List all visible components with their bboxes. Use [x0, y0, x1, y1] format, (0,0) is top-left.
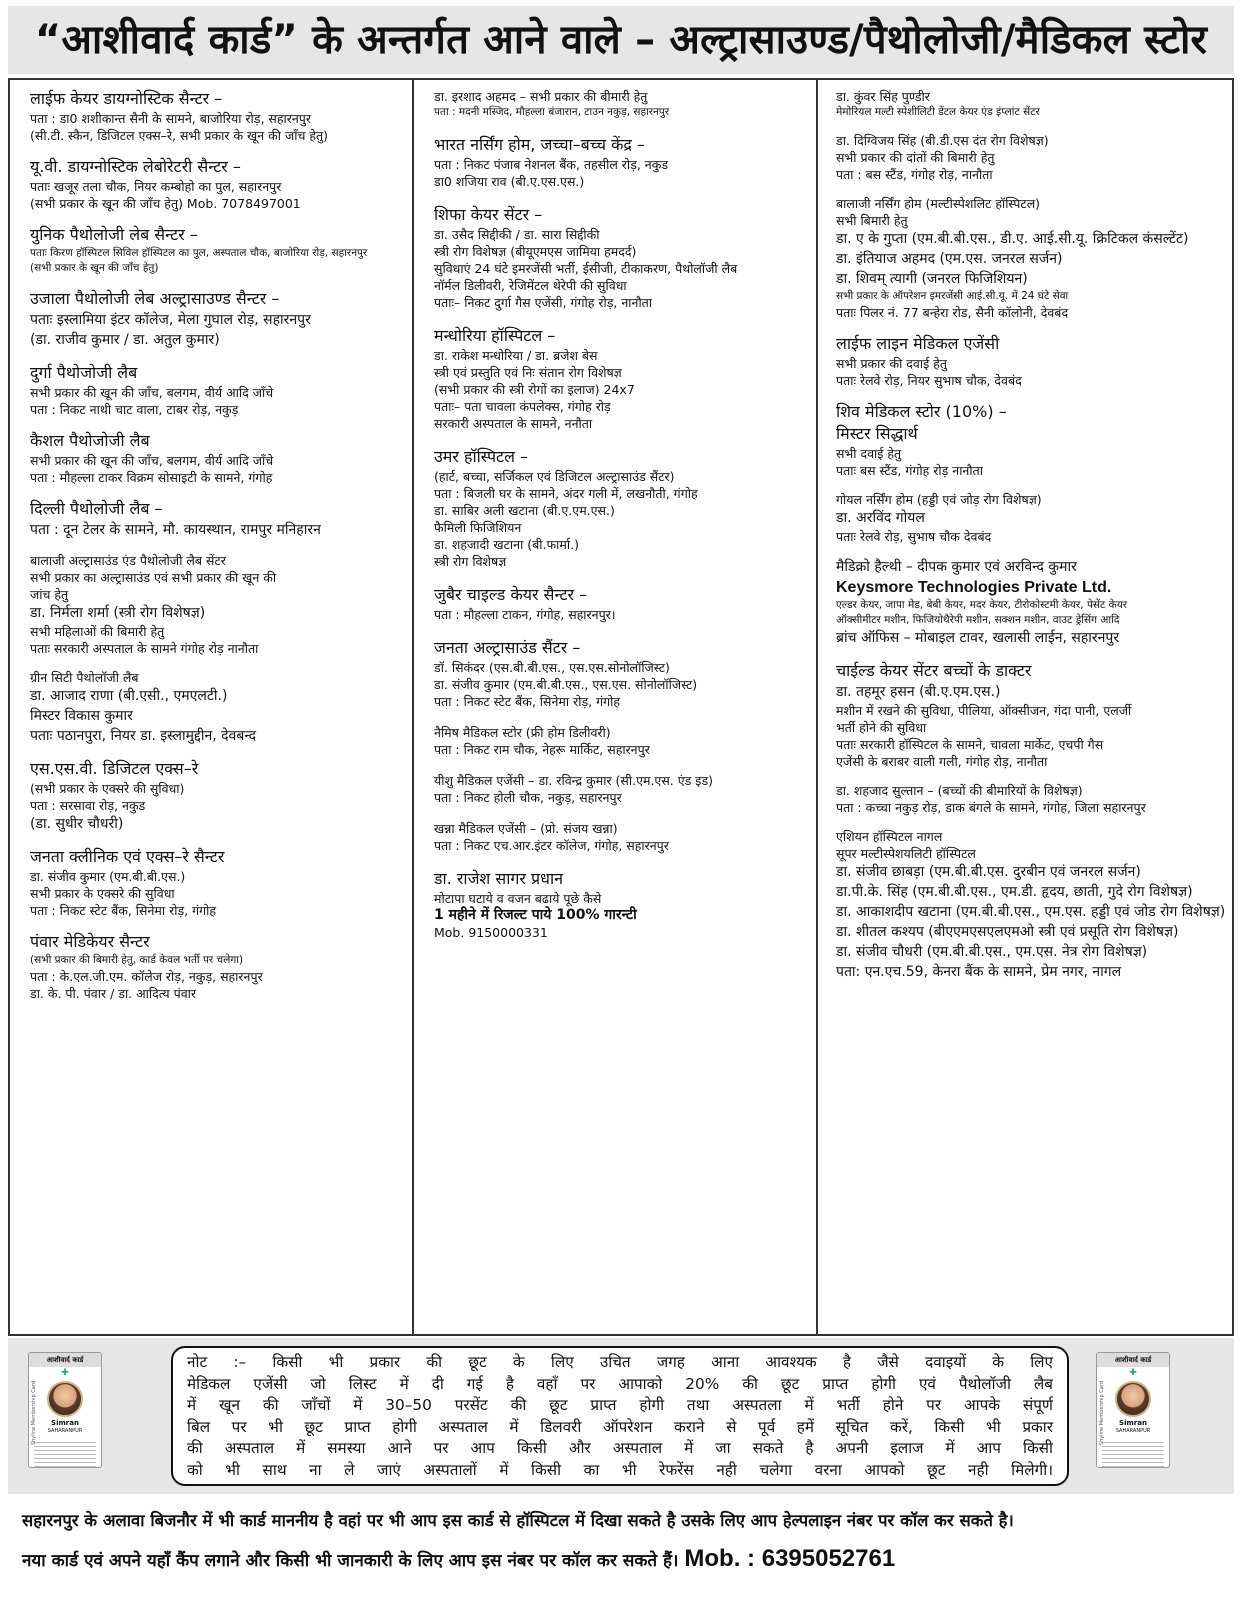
listing-entry — [30, 758, 412, 834]
listing-entry — [836, 782, 1232, 816]
listing-line: पताः– निकट दुर्गा गैस एजेंसी, गंगोह रोड़, नानौता — [434, 295, 653, 310]
listing-entry — [836, 491, 1232, 545]
listing-line: डा. तहमूर हसन (बी.ए.एम.एस.) — [836, 684, 1001, 700]
note-line: को भी साथ ना ले जाएं अस्पतालों में किसी का भी रेफरेंस नही चलेगा वरना आपको छूट नही मिलेगी। — [187, 1460, 1053, 1479]
card-details — [34, 1439, 96, 1467]
listing-line: सभी बिमारी हेतु — [836, 213, 908, 228]
listing-line: पता : मदनी मस्जिद, मौहल्ला बंजारान, टाउन नकुड़, सहारनपुर — [434, 106, 670, 118]
listing-entry — [434, 204, 816, 311]
listing-entry — [30, 224, 412, 276]
card-name: Simran — [1119, 1419, 1147, 1427]
listing-line: नॉर्मल डिलीवरी, रेजिमेंटल थेरेपी की सुविधा — [434, 278, 627, 293]
card-side-text: Shyline Membership Card — [1099, 1381, 1105, 1446]
listing-line: डा. संजीव कुमार (एम.बी.बी.एस., एस.एस. सोनोलॉजिस्ट) — [434, 677, 698, 692]
listing-title: एस.एस.वी. डिजिटल एक्स–रे — [30, 759, 199, 778]
listing-entry — [836, 333, 1232, 389]
listing-title: खन्ना मैडिकल एजेंसी – (प्रो. संजय खन्ना) — [434, 821, 618, 836]
listing-line: पताः इस्लामिया इंटर कॉलेज, मेला गुघाल रोड़, सहारनपुर — [30, 312, 311, 328]
listing-entry — [30, 430, 412, 486]
listing-line: पताः रेलवे रोड़, नियर सुभाष चौक, देवबंद — [836, 373, 1022, 388]
listing-line: (सभी प्रकार के खून की जाँच हेतु) — [30, 262, 159, 274]
listing-line: सभी प्रकार के एक्सरे की सुविधा — [30, 886, 175, 901]
listing-entry — [434, 820, 816, 854]
listing-line: सभी प्रकार की दांतों की बिमारी हेतु — [836, 150, 995, 165]
card-details — [1102, 1439, 1164, 1467]
listing-line: पता : डा0 शशीकान्त सैनी के सामने, बाजोरिया रोड़, सहारनपुर — [30, 111, 311, 126]
page-title: “आशीवार्द कार्ड” के अन्तर्गत आने वाले – अल्ट्रासाउण्ड/पैथोलोजी/मैडिकल स्टोर — [8, 6, 1234, 74]
listing-entry — [30, 362, 412, 418]
helpline-number: Mob. : 6395052761 — [684, 1545, 896, 1572]
listing-entry — [434, 325, 816, 432]
footer-line-2-text: नया कार्ड एवं अपने यहाँ कैंप लगाने और किसी भी जानकारी के लिए आप इस नंबर पर कॉल कर सकते हैं। — [22, 1551, 679, 1571]
listing-line: डा. संजीव कुमार (एम.बी.बी.एस.) — [30, 869, 186, 884]
listing-entry — [434, 772, 816, 806]
listing-line: सभी महिलाओं की बिमारी हेतु — [30, 624, 165, 639]
listing-line: पता : निकट एच.आर.इंटर कॉलेज, गंगोह, सहारनपुर — [434, 838, 669, 853]
listing-line: डॉ. सिकंदर (एस.बी.बी.एस., एस.एस.सोनोलॉजिस्ट) — [434, 660, 670, 675]
listing-title: गोयल नर्सिंग होम (हड्डी एवं जोड़ रोग विशेषज्ञ) — [836, 492, 1042, 507]
listing-title: जनता क्लीनिक एवं एक्स–रे सैन्टर — [30, 847, 225, 866]
listing-entry — [434, 88, 816, 120]
note-line: में खून की जाँचों में 30–50 परसेंट की छूट प्राप्त होगी तथा अस्पतला में भर्ती होने पर आपके संपूर्ण — [187, 1396, 1053, 1414]
listing-line: एजेंसी के बराबर वाली गली, गंगोह रोड़, नानौता — [836, 754, 1048, 769]
listing-title: बालाजी नर्सिंग होम (मल्टीस्पेशलिट हॉस्पिटल) — [836, 196, 1041, 211]
avatar — [1115, 1381, 1151, 1417]
listing-line: (सभी प्रकार के एक्सरे की सुविधा) — [30, 781, 185, 796]
listing-line: भर्ती होने की सुविधा — [836, 720, 927, 735]
listing-title: शिव मेडिकल स्टोर (10%) – — [836, 402, 1007, 421]
membership-card-image-left — [28, 1352, 102, 1468]
listing-line: सभी प्रकार का अल्ट्रासाउंड एवं सभी प्रकार की खून की — [30, 570, 277, 585]
listing-line: पताः खजूर तला चौक, नियर कम्बोहो का पुल, सहारनपुर — [30, 179, 282, 194]
listing-line: डा. शिवम् त्यागी (जनरल फिजिशियन) — [836, 271, 1028, 287]
listing-entry — [30, 846, 412, 919]
column-1 — [10, 80, 414, 1334]
listing-line: पताः किरण हॉस्पिटल सिविल हॉस्पिटल का पुल, अस्पताल चौक, बाजोरिया रोड़, सहारनपुर — [30, 247, 368, 259]
listing-title: यू.वी. डायग्नोस्टिक लेबोरेटरी सैन्टर – — [30, 157, 241, 176]
listing-line: ऑक्सीमीटर मशीन, फिजियोथैरेपी मशीन, सक्शन मशीन, वाउट ड्रेसिंग आदि — [836, 614, 1120, 626]
listing-line: डा. अरविंद गोयल — [836, 510, 925, 526]
column-3 — [818, 80, 1232, 1334]
listing-line: (सी.टी. स्कैन, डिजिटल एक्स–रे, सभी प्रकार के खून की जाँच हेतु) — [30, 128, 329, 143]
listing-line: डा. के. पी. पंवार / डा. आदित्य पंवार — [30, 986, 197, 1001]
note-line: की अस्पताल में समस्या आने पर आप किसी और अस्पताल में जा सकते है अपनी इलाज में आप किसी — [187, 1439, 1053, 1457]
note-line: मेडिकल एजेंसी जो लिस्ट में दी गई है वहाँ पर आपाको 20% की छूट प्राप्त होगी एवं पैथोलॉजी लैब — [187, 1374, 1053, 1393]
column-2 — [414, 80, 818, 1334]
listing-title: लाईफ केयर डायग्नोस्टिक सैन्टर – — [30, 89, 223, 108]
listing-title: ग्रीन सिटी पैथोलॉजी लैब — [30, 670, 139, 685]
footer-line-2 — [22, 1545, 895, 1573]
listing-title: उमर हॉस्पिटल – — [434, 447, 529, 466]
listing-entry — [836, 132, 1232, 183]
listing-line: पताः बस स्टैंड, गंगोह रोड़ नानौता — [836, 463, 983, 478]
listing-line: सभी प्रकार के ऑपरेशन इमरजेंसी आई.सी.यू. में 24 घंटे सेवा — [836, 290, 1069, 302]
listing-title: शिफा केयर सेंटर – — [434, 205, 543, 224]
card-city: SAHARANPUR — [1115, 1428, 1151, 1434]
listing-line: (सभी प्रकार के खून की जाँच हेतु) Mob. 7078497001 — [30, 196, 301, 211]
listing-line: पताः सरकारी अस्पताल के सामने गंगोह रोड़ नानौता — [30, 641, 259, 656]
card-cross-icon: ✚ — [61, 1368, 69, 1378]
listing-line: 1 महीने में रिजल्ट पाये 100% गारन्टी — [434, 907, 637, 923]
listing-line: डा. इंतियाज अहमद (एम.एस. जनरल सर्जन) — [836, 251, 1063, 267]
listing-title: डा. दिग्विजय सिंह (बी.डी.एस दंत रोग विशेषज्ञ) — [836, 133, 1049, 148]
listing-line: स्त्री रोग विशेषज्ञ (बीयूएमएस जामिया हमदर्द) — [434, 244, 637, 259]
listing-title: कैशल पैथोजोजी लैब — [30, 431, 150, 450]
card-title: आशीवार्द कार्ड — [1097, 1353, 1169, 1367]
listing-line: सभी प्रकार की दवाई हेतु — [836, 356, 947, 371]
avatar — [47, 1381, 83, 1417]
listing-entry — [30, 931, 412, 1002]
listing-entry — [836, 88, 1232, 120]
listing-entry — [434, 724, 816, 758]
listing-line: डा. संजीव चौधरी (एम.बी.बी.एस., एम.एस. नेत्र रोग विशेषज्ञ) — [836, 944, 1148, 960]
listing-line: पता: एन.एच.59, केनरा बैंक के सामने, प्रेम नगर, नागल — [836, 964, 1122, 980]
listing-line: पताः सरकारी हॉस्पिटल के सामने, चावला मार्केट, एचपी गैस — [836, 737, 1104, 752]
listing-line: पता : बिजली घर के सामने, अंदर गली में, लखनौती, गंगोह — [434, 486, 698, 501]
listing-line: सभी दवाई हेतु — [836, 446, 902, 461]
listing-line: पताः पिलर नं. 77 बन्हेरा रोड, सैनी कॉलोनी, देवबंद — [836, 305, 1069, 320]
listing-title: पंवार मेडिकेयर सैन्टर — [30, 932, 150, 951]
listing-line: सरकारी अस्पताल के सामने, ननौता — [434, 416, 593, 431]
listing-line: डा. ए के गुप्ता (एम.बी.बी.एस., डी.ए. आई.सी.यू. क्रिटिकल कंसल्टेंट) — [836, 231, 1189, 247]
note-box — [171, 1346, 1069, 1486]
listing-title: नैमिष मैडिकल स्टोर (फ्री होम डिलीवरी) — [434, 725, 611, 740]
listing-line: पता : निकट राम चौक, नेहरू मार्किट, सहारनपुर — [434, 742, 650, 757]
listing-line: सभी प्रकार की खून की जाँच, बलगम, वीर्य आदि जाँचे — [30, 453, 274, 468]
membership-card-image-right — [1096, 1352, 1170, 1468]
listing-line: पता : के.एल.जी.एम. कॉलेज रोड़, नकुड़, सहारनपुर — [30, 969, 263, 984]
listing-line: सुविधाएं 24 घंटे इमरजेंसी भर्ती, ईसीजी, टीकाकरण, पैथोलॉजी लैब — [434, 261, 738, 276]
listing-line: पता : निकट होली चौक, नकुड़, सहारनपुर — [434, 790, 622, 805]
listing-entry — [836, 828, 1232, 982]
listing-title: डा. इरशाद अहमद – सभी प्रकार की बीमारी हेतु — [434, 89, 648, 104]
listing-line: सभी प्रकार की खून की जाँच, बलगम, वीर्य आदि जाँचे — [30, 385, 274, 400]
listing-line: डा. उसैद सिद्दीकी / डा. सारा सिद्दीकी — [434, 227, 600, 242]
listing-entry — [434, 134, 816, 190]
listing-line: स्त्री रोग विशेषज्ञ — [434, 554, 507, 569]
listing-entry — [434, 584, 816, 623]
card-title: आशीवार्द कार्ड — [29, 1353, 101, 1367]
listing-entry — [434, 446, 816, 570]
footer-line-1: सहारनपुर के अलावा बिजनौर में भी कार्ड माननीय है वहां पर भी आप इस कार्ड से हॉस्पिटल में दिखा सकते है उसके लिए आप हेल्पलाइन नंबर पर कॉल कर सकते है। — [22, 1511, 1014, 1530]
listing-line: (सभी प्रकार की बिमारी हेतु, कार्ड केवल भर्ती पर चलेगा) — [30, 954, 244, 966]
listing-line: डा. राकेश मन्धोरिया / डा. ब्रजेश बेस — [434, 348, 598, 363]
listing-line: Keysmore Technologies Private Ltd. — [836, 579, 1112, 596]
listing-title: मन्धोरिया हॉस्पिटल – — [434, 326, 556, 345]
listing-line: पता : निकट स्टेट बैंक, सिनेमा रोड़, गंगोह — [30, 903, 217, 918]
footer — [8, 1500, 1234, 1600]
listing-line: पता : निकट पंजाब नेशनल बैंक, तहसील रोड़, नकुड — [434, 157, 669, 172]
listing-line: डा. निर्मला शर्मा (स्त्री रोग विशेषज्ञ) — [30, 605, 206, 621]
listing-line: डा. साबिर अली खटाना (बी.ए.एम.एस.) — [434, 503, 615, 518]
listing-line: डा.पी.के. सिंह (एम.बी.बी.एस., एम.डी. हृदय, छाती, गुदे रोग विशेषज्ञ) — [836, 884, 1193, 900]
listing-title: डा. राजेश सागर प्रधान — [434, 869, 563, 888]
listing-line: पता : मौहल्ला टाकर विक्रम सोसाइटी के सामने, गंगोह — [30, 470, 273, 485]
listing-line: स्त्री एवं प्रस्तुति एवं निः संतान रोग विशेषज्ञ — [434, 365, 622, 380]
listing-entry — [30, 498, 412, 540]
listing-line: (सभी प्रकार की स्त्री रोगों का इलाज) 24x7 — [434, 382, 635, 397]
listing-title: दिल्ली पैथोलोजी लैब – — [30, 499, 163, 518]
listing-line: एल्डर केयर, जापा मेड, बेबी केयर, मदर केयर, टीरोकोस्टमी केयर, पेसेंट केयर — [836, 599, 1128, 611]
listing-title: जुबैर चाइल्ड केयर सैन्टर – — [434, 585, 588, 604]
listing-title: जनता अल्ट्रासाउंड सैंटर – — [434, 638, 581, 657]
listing-line: फैमिली फिजिशियन — [434, 520, 522, 535]
listing-line: पता : कच्चा नकुड़ रोड़, डाक बंगले के सामने, गंगोह, जिला सहारनपुर — [836, 800, 1146, 815]
listing-title: यीशु मैडिकल एजेंसी – डा. रविन्द्र कुमार (सी.एम.एस. एंड इड) — [434, 773, 714, 788]
listing-entry — [836, 195, 1232, 321]
listing-line: (डा. सुधीर चौधरी) — [30, 816, 124, 832]
listing-title: भारत नर्सिंग होम, जच्चा–बच्च केंद्र – — [434, 135, 645, 154]
note-line: नोट :– किसी भी प्रकार की छूट के लिए उचित जगह आना आवश्यक है जैसे दवाइयों के लिए — [187, 1353, 1053, 1371]
listing-line: पताः पठानपुरा, नियर डा. इस्लामुद्दीन, देवबन्द — [30, 728, 257, 744]
listing-line: डा. शीतल कश्यप (बीएएमएसएलएमओ स्त्री एवं प्रसूति रोग विशेषज्ञ) — [836, 924, 1179, 940]
note-line: बिल पर भी छूट प्राप्त होगी अस्पताल में डिलवरी ऑपरेशन कराने से पूर्व हमें सूचित करें, किसी भी प्रकार — [187, 1417, 1053, 1436]
listing-title: लाईफ लाइन मेडिकल एजेंसी — [836, 334, 1000, 353]
listing-line: Mob. 9150000331 — [434, 925, 548, 940]
listing-columns — [8, 78, 1234, 1336]
card-name: Simran — [51, 1419, 79, 1427]
card-side-text: Shyline Membership Card — [31, 1381, 37, 1446]
listing-line: मेमोरियल मल्टी स्पेशीलिटी डेंटल केयर एंड इंप्लांट सेंटर — [836, 106, 1040, 118]
listing-line: डा. संजीव छाबड़ा (एम.बी.बी.एस. दुरबीन एवं जनरल सर्जन) — [836, 864, 1141, 880]
listing-entry — [836, 401, 1232, 479]
card-cross-icon: ✚ — [1129, 1368, 1137, 1378]
listing-line: पता : मौहल्ला टाकन, गंगोह, सहारनपुर। — [434, 607, 616, 622]
listing-entry — [30, 156, 412, 212]
listing-line: डा. आजाद राणा (बी.एसी., एमएलटी.) — [30, 688, 228, 704]
listing-line: डा0 शजिया राव (बी.ए.एस.एस.) — [434, 174, 585, 189]
listing-title: बालाजी अल्ट्रासाउंड एंड पैथोलोजी लैब सेंटर — [30, 553, 226, 568]
listing-title: डा. शहजाद सुल्तान – (बच्चों की बीमारियों के विशेषज्ञ) — [836, 783, 1083, 798]
card-city: SAHARANPUR — [47, 1428, 83, 1434]
listing-line: पता : दून टेलर के सामने, मौ. कायस्थान, रामपुर मनिहारन — [30, 522, 321, 538]
listing-line: पता : निकट नाथी चाट वाला, टाबर रोड़, नकुड़ — [30, 402, 239, 417]
listing-line: डा. आकाशदीप खटाना (एम.बी.बी.एस., एम.एस. हड्डी एवं जोड रोग विशेषज्ञ) — [836, 904, 1226, 920]
listing-line: जांच हेतु — [30, 587, 69, 602]
listing-line: पता : सरसावा रोड़, नकुड — [30, 798, 146, 813]
listing-line: पता : निकट स्टेट बैंक, सिनेमा रोड़, गंगोह — [434, 694, 621, 709]
listing-title: मैडिक्रो हैल्थी – दीपक कुमार एवं अरविन्द कुमार — [836, 559, 1077, 575]
listing-line: मिस्टर सिद्धार्थ — [836, 424, 918, 443]
listing-line: (हार्ट, बच्चा, सर्जिकल एवं डिजिटल अल्ट्रासाउंड सैंटर) — [434, 469, 675, 484]
listing-entry — [836, 557, 1232, 648]
listing-entry — [30, 669, 412, 746]
listing-line: सूपर मल्टीस्पेशयलिटी हॉस्पिटल — [836, 846, 976, 861]
note-section — [8, 1338, 1234, 1494]
listing-title: चाईल्ड केयर सेंटर बच्चों के डाक्टर — [836, 661, 1032, 680]
listing-entry — [30, 88, 412, 144]
listing-line: मिस्टर विकास कुमार — [30, 708, 133, 724]
listing-entry — [434, 868, 816, 941]
listing-title: युनिक पैथोलोजी लेब सैन्टर – — [30, 225, 198, 244]
listing-title: दुर्गा पैथोजोजी लैब — [30, 363, 138, 382]
listing-line: ब्रांच ऑफिस – मोबाइल टावर, खलासी लाईन, सहारनपुर — [836, 630, 1120, 646]
listing-title: एशियन हॉस्पिटल नागल — [836, 829, 943, 844]
listing-title: डा. कुंवर सिंह पुण्डीर — [836, 89, 930, 104]
listing-line: डा. शहजादी खटाना (बी.फार्मा.) — [434, 537, 579, 552]
listing-title: उजाला पैथोलोजी लेब अल्ट्रासाउण्ड सैन्टर – — [30, 289, 280, 308]
listing-entry — [30, 552, 412, 657]
listing-entry — [836, 660, 1232, 770]
listing-entry — [30, 288, 412, 350]
listing-entry — [434, 637, 816, 710]
listing-line: पताः रेलवे रोड़, सुभाष चौक देवबंद — [836, 529, 992, 544]
listing-line: मशीन में रखने की सुविधा, पीलिया, ऑक्सीजन, गंदा पानी, एलर्जी — [836, 703, 1132, 718]
listing-line: (डा. राजीव कुमार / डा. अतुल कुमार) — [30, 332, 220, 348]
listing-line: मोटापा घटाये व वजन बढाये पूछे कैसे — [434, 891, 602, 906]
listing-line: पता : बस स्टैंड, गंगोह रोड़, नानौता — [836, 167, 993, 182]
listing-line: पताः– पता चावला कंपलेक्स, गंगोह रोड़ — [434, 399, 611, 414]
